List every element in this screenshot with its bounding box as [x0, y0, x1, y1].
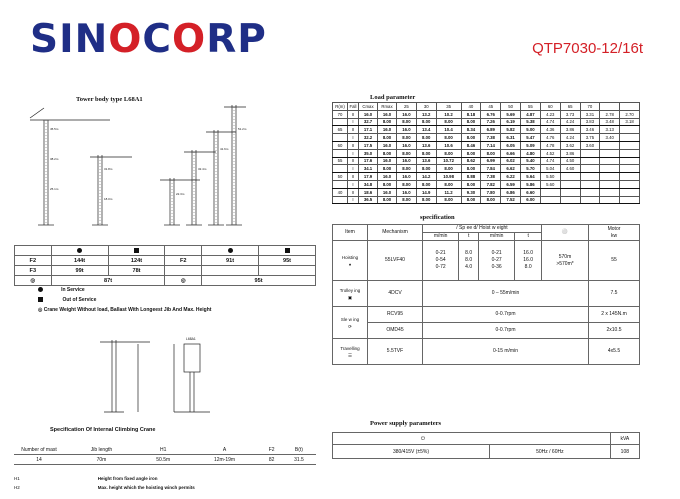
- svg-text:22.3m: 22.3m: [176, 192, 185, 196]
- filled-circle-icon: [228, 248, 233, 253]
- svg-text:25.1m: 25.1m: [50, 187, 59, 191]
- svg-text:45.5m: 45.5m: [50, 127, 59, 131]
- svg-text:38.2m: 38.2m: [50, 157, 59, 161]
- load-title: Load parameter: [370, 94, 416, 101]
- table-row: Hoisting ♦ 55LVF40 0-21 0-54 0-72 8.0 8.0 4.0 0-21 0-27 0-36 16.0 16.0 8.0 570m >570m* 55: [333, 241, 640, 281]
- svg-text:18.0m: 18.0m: [104, 197, 113, 201]
- table-row: 60 II 17.5 16.0 16.0 13.6 10.6 8.46 7.14 6.05 5.09 4.78 3.62 3.60: [333, 141, 640, 149]
- plug-icon: ⏻: [421, 435, 425, 442]
- spec-title: specification: [420, 214, 455, 221]
- table-row: OMD45 0-0.7rpm 2x10.5: [333, 323, 640, 339]
- legend: In Service Out of Service ◎ Crane Weight Without load, Ballast With Longeest Jib And Max. Height: [38, 287, 212, 313]
- power-title: Power supply parameters: [370, 420, 442, 427]
- table-row: 70 II 16.0 16.0 16.0 13.2 10.2 8.18 6.76 5.69 4.87 4.23 3.73 3.31 2.78 2.70: [333, 110, 640, 118]
- climbing-caption: Specification Of Internal Climbing Crane: [50, 427, 156, 433]
- table-row: 50 II 17.9 16.0 16.0 14.2 10.98 8.88 7.38 6.22 5.64 5.50: [333, 173, 640, 181]
- tower-load-table: [14, 245, 316, 286]
- weight-icon: ◎: [180, 277, 186, 284]
- slewing-icon: ⟳: [348, 323, 352, 329]
- table-row: 380/415V (±5%) 50Hz / 60Hz 108: [333, 445, 640, 459]
- svg-text:51.2m: 51.2m: [238, 127, 247, 131]
- table-row: F2 144t 124t F2 91t 95t: [15, 256, 316, 266]
- table-row: 65 II 17.1 16.0 16.0 13.4 10.4 8.34 6.89 5.82 5.00 4.36 3.86 3.46 3.13: [333, 126, 640, 134]
- mini-label: L68A1: [186, 337, 196, 341]
- table-row: Sle w ing ⟳ RCV95 0-0.7rpm 2 x 145N.m: [333, 307, 640, 323]
- table-row: I 32.2 8.00 8.00 8.00 8.00 8.00 7.38 6.31 5.47 4.76 4.24 3.75 3.40: [333, 134, 640, 142]
- table-row: I 32.7 8.00 8.00 8.00 8.00 8.00 7.26 6.19 5.38 4.74 4.24 3.83 3.48 3.18: [333, 118, 640, 126]
- table-row: Travelling ☰ 5.5TVF 0-15 m/min 4x5.5: [333, 339, 640, 365]
- company-logo: SINOCORP: [30, 17, 267, 62]
- filled-square-icon: [134, 248, 139, 253]
- tower-configuration-drawing: [20, 100, 250, 240]
- svg-text:32.4m: 32.4m: [198, 167, 207, 171]
- tower-title: Tower body type L68A1: [76, 96, 143, 103]
- table-row: I 34.8 8.00 8.00 8.00 8.00 8.00 7.82 6.59 5.86 5.60: [333, 180, 640, 188]
- filled-square-icon: [285, 248, 290, 253]
- table-row: I 34.1 8.00 8.00 8.00 8.00 8.00 7.84 6.62 5.70 5.04 4.60: [333, 165, 640, 173]
- weight-icon: ◎: [38, 307, 43, 313]
- climbing-spec-table: Number of mast Jib length H1 A F2 B(t) 14 70m 50.5m 12m-19m 82 31.5: [14, 445, 316, 465]
- svg-text:41.6m: 41.6m: [220, 147, 229, 151]
- table-row: 40 II 18.6 16.0 16.0 14.9 11.2 9.30 7.80 6.86 6.60: [333, 188, 640, 196]
- filled-circle-icon: [77, 248, 82, 253]
- climbing-notes: H1 Height from fixed angle iron H2 Max. height which the hoisting winch permits: [14, 476, 195, 490]
- climbing-crane-drawing: [90, 330, 280, 425]
- table-row: F3 99t 78t: [15, 266, 316, 276]
- filled-circle-icon: [38, 287, 43, 292]
- power-supply-table: ⏻ kVA 380/415V (±5%) 50Hz / 60Hz 108: [332, 432, 640, 459]
- travelling-icon: ☰: [347, 352, 353, 358]
- hoisting-icon: ♦: [348, 261, 352, 267]
- table-row: ◎ 87t ◎ 95t: [15, 276, 316, 286]
- table-row: Trolley ing ▣ 4DCV 0 – 55m/min 7.5: [333, 281, 640, 307]
- specification-table: Item Mechanism / Sp ee d/ Hoist w eight ⚪ Motor kw m/min t m/min t Hoisting ♦ 55LVF40 0-21 0-54 0-72 8.0 8.0 4.0 0-21 0-27 0-36 16.0 16.0 8.0 570m >570m* 55 Trolley ing ▣ 4DCV 0 – 55m/min 7.5 Sle w ing ⟳ RCV95 0-0.7rpm 2 x 145N.m OMD45 0-0.7rpm 2x10.5 Travelling ☰ 5.5TVF 0-15 m/min 4x5.5: [332, 224, 640, 365]
- svg-text:31.8m: 31.8m: [104, 167, 113, 171]
- table-row: I 36.5 8.00 8.00 8.00 8.00 8.00 8.00 7.52 6.00: [333, 196, 640, 204]
- model-number: QTP7030-12/16t: [532, 40, 643, 57]
- table-row: 14 70m 50.5m 12m-19m 82 31.5: [14, 455, 316, 465]
- table-row: 55 II 17.6 16.0 16.0 13.6 10.72 8.62 6.99 6.02 5.40 4.74 4.50: [333, 157, 640, 165]
- load-parameter-table: R(m) Fall Cmax Rmax 25 30 35 40 45 50 55 60 65 70 70 II 16.0 16.0 16.0 13.2 10.2 8.18 6.76 5.69 4.87 4.23 3.73 3.31 2.78 2.70 I 32.7 8.00 8.00 8.00 8.00 8.00 7.26 6.19 5.38 4.74 4.24 3.83 3.48 3.18 65 II 17.1 16.0 16.0 13.4 10.4 8.34 6.89 5.82 5.00 4.36 3.86 3.46 3.13 I 32.2 8.00 8.00 8.00 8.00 8.00 7.38 6.31 5.47 4.76 4.24 3.75 3.40 60 II 17.5 16.0 16.0 13.6 10.6 8.46 7.14 6.05 5.09 4.78 3.62 3.60 I 35.0 8.00 8.00 8.00 8.00 8.00 8.00 6.66 4.80 4.52 3.86 55 II 17.6 16.0 16.0 13.6 10.72 8.62 6.99 6.02 5.40 4.74 4.50 I 34.1 8.00 8.00 8.00 8.00 8.00 7.84 6.62 5.70 5.04 4.60 50 II 17.9 16.0 16.0 14.2 10.98 8.88 7.38 6.22 5.64 5.50 I 34.8 8.00 8.00 8.00 8.00 8.00 7.82 6.59 5.86 5.60 40 II 18.6 16.0 16.0 14.9 11.2 9.30 7.80 6.86 6.60 I 36.5 8.00 8.00 8.00 8.00 8.00 8.00 7.52 6.00: [332, 102, 640, 204]
- filled-square-icon: [38, 297, 43, 302]
- weight-icon: ◎: [30, 277, 36, 284]
- trolley-icon: ▣: [347, 294, 353, 300]
- table-row: I 35.0 8.00 8.00 8.00 8.00 8.00 8.00 6.66 4.80 4.52 3.86: [333, 149, 640, 157]
